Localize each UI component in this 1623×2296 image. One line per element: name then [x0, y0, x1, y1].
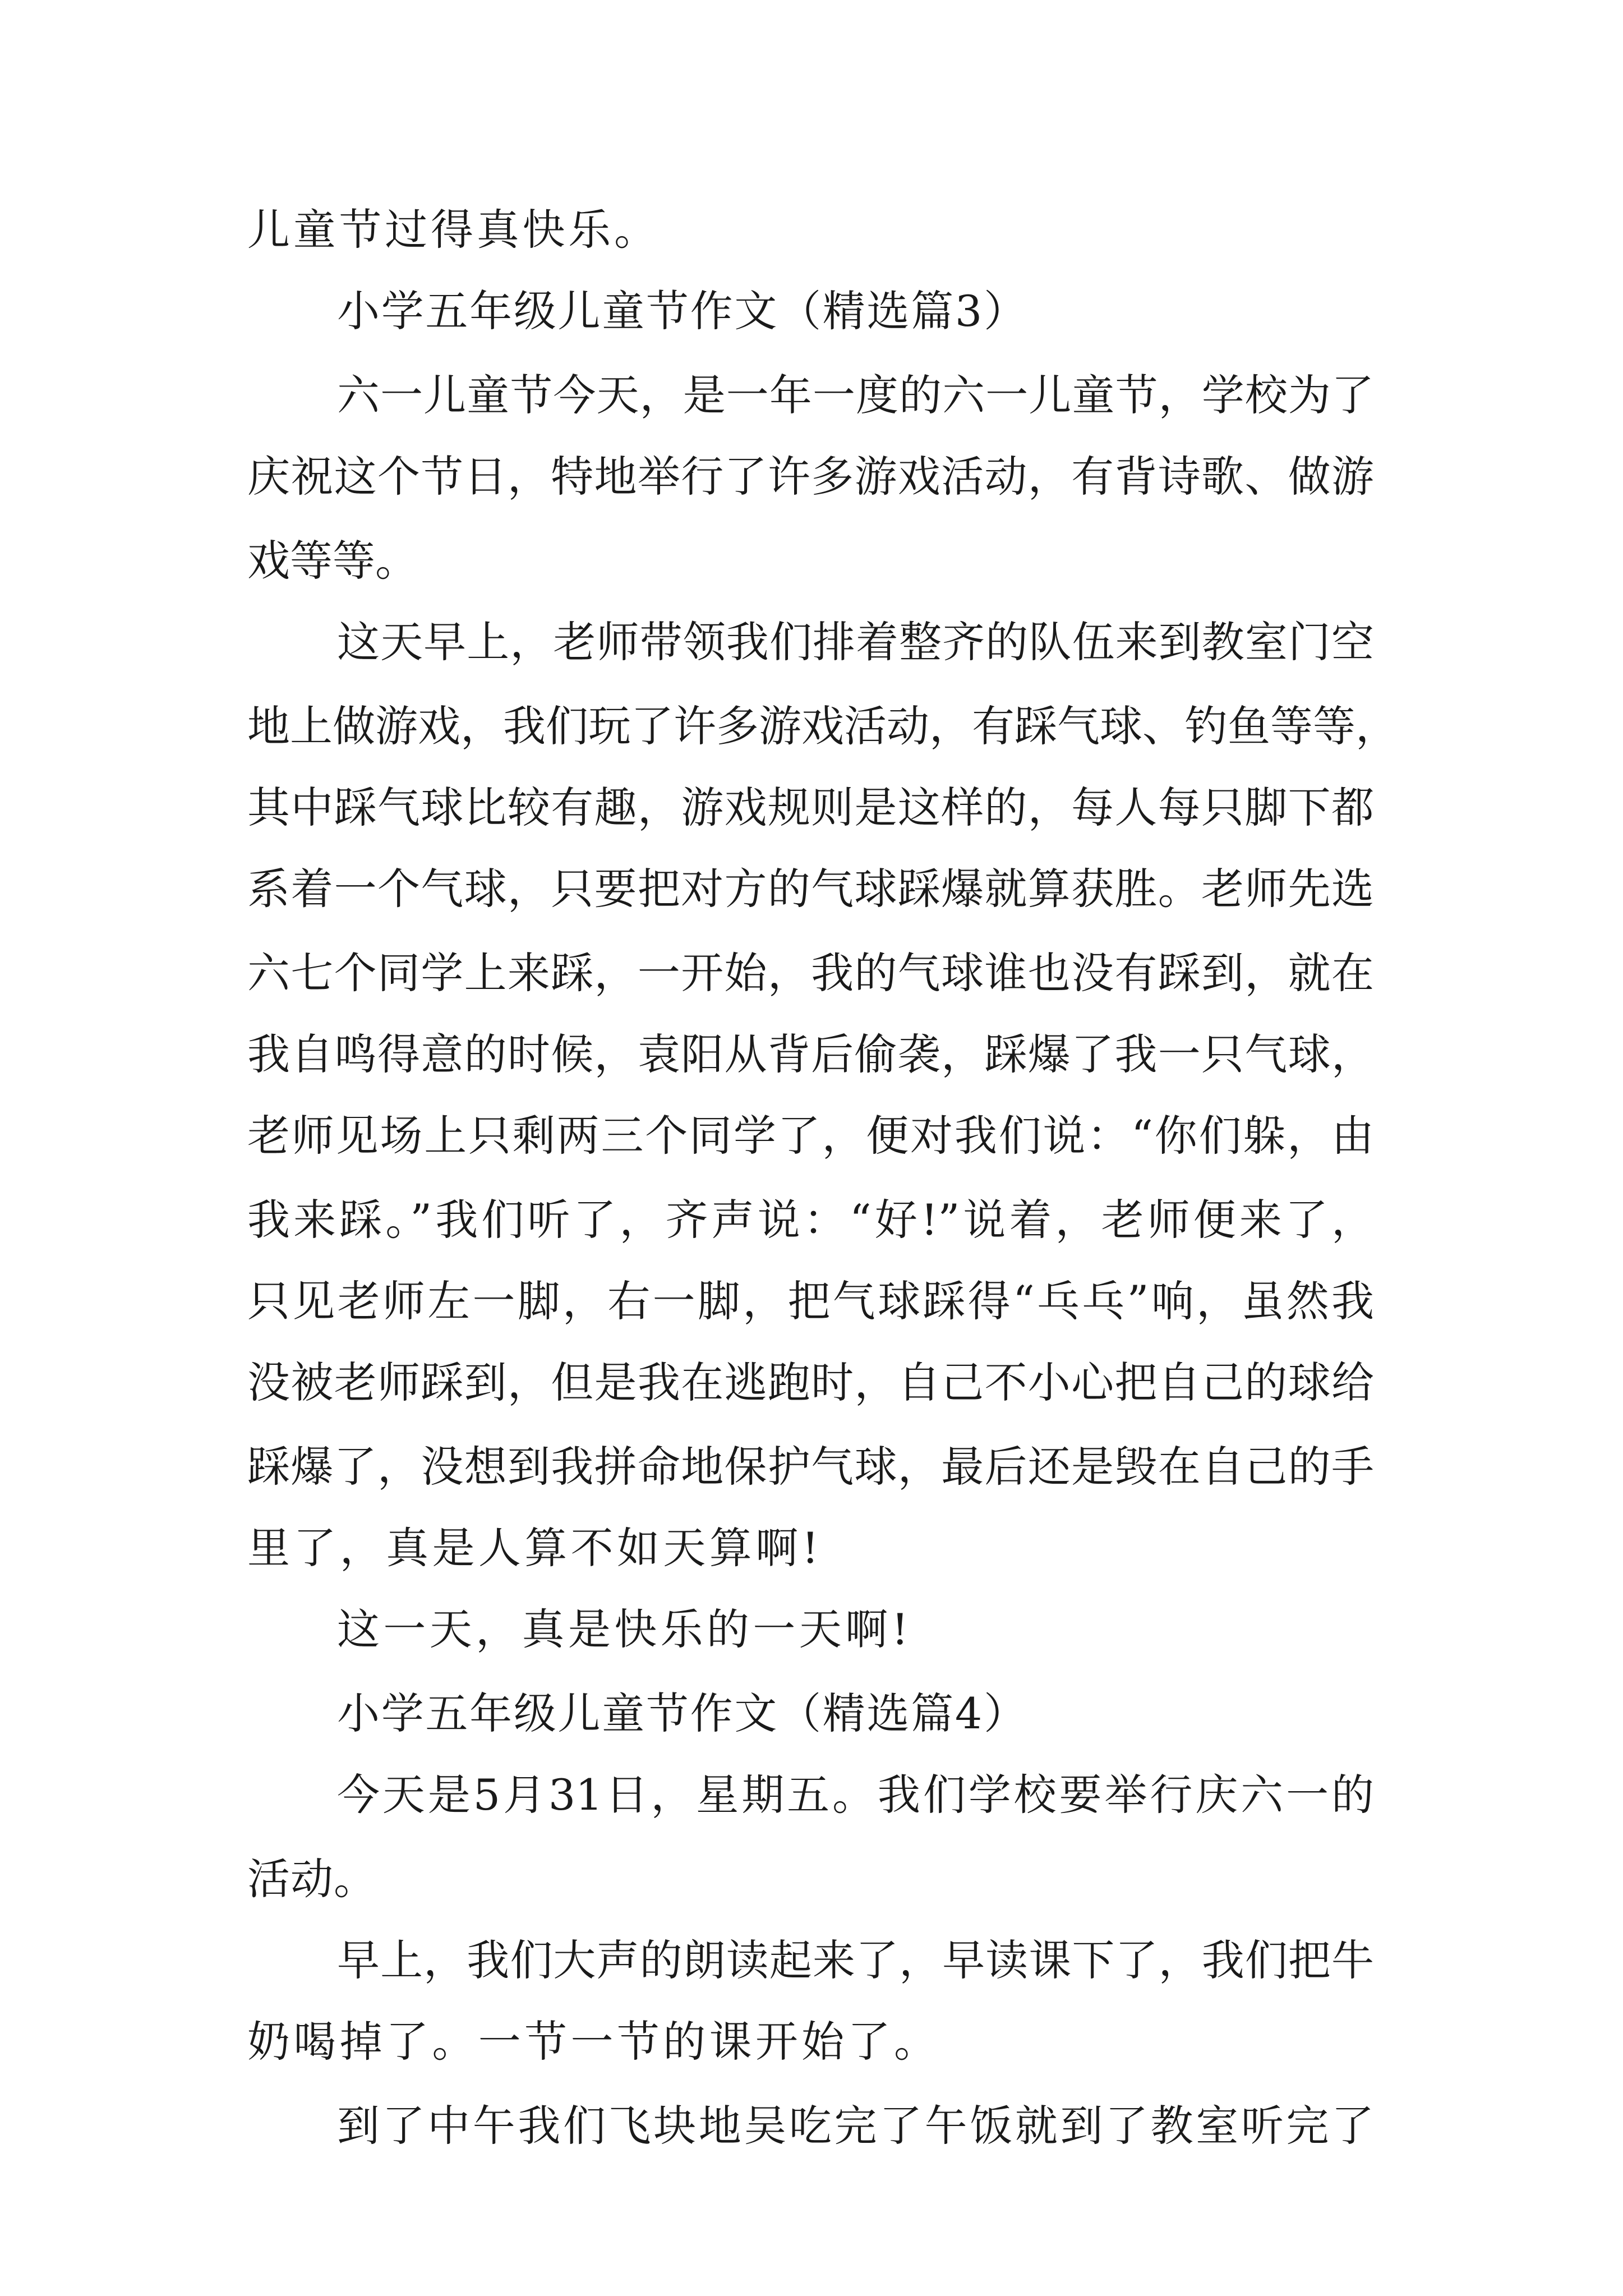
text-line	[0, 359, 1623, 432]
text-line	[0, 1843, 1623, 1916]
line-text: 小学五年级儿童节作文（精选篇4）	[337, 1688, 1026, 1738]
text-line	[0, 440, 1623, 513]
line-text: 小学五年级儿童节作文（精选篇3）	[337, 286, 1026, 336]
line-text: 庆祝这个节日，特地举行了许多游戏活动，有背诗歌、做游	[247, 452, 1374, 501]
line-text: 我自鸣得意的时候，袁阳从背后偷袭，踩爆了我一只气球，	[247, 1029, 1374, 1079]
text-line	[0, 937, 1623, 1010]
line-text: 没被老师踩到，但是我在逃跑时，自己不小心把自己的球给	[247, 1358, 1374, 1407]
line-text: 六一儿童节今天，是一年一度的六一儿童节，学校为了	[337, 370, 1374, 420]
text-line	[0, 1759, 1623, 1832]
text-line	[0, 1512, 1623, 1585]
line-text: 老师见场上只剩两三个同学了，便对我们说：“你们躲，由	[247, 1111, 1374, 1161]
section-heading	[0, 1677, 1623, 1750]
line-text: 奶喝掉了。一节一节的课开始了。	[247, 2017, 937, 2067]
text-line	[0, 1265, 1623, 1338]
line-text: 六七个同学上来踩，一开始，我的气球谁也没有踩到，就在	[247, 948, 1374, 998]
line-text: 其中踩气球比较有趣，游戏规则是这样的，每人每只脚下都	[247, 783, 1374, 832]
text-line	[0, 853, 1623, 926]
text-line	[0, 771, 1623, 844]
line-text: 地上做游戏，我们玩了许多游戏活动，有踩气球、钓鱼等等，	[247, 701, 1398, 751]
text-line	[0, 1018, 1623, 1091]
text-line	[0, 2090, 1623, 2162]
text-line	[0, 1184, 1623, 1257]
line-text: 活动。	[247, 1854, 376, 1904]
text-line	[0, 606, 1623, 679]
line-text: 这一天，真是快乐的一天啊!	[337, 1604, 909, 1654]
text-line	[0, 194, 1623, 266]
text-line	[0, 1924, 1623, 1997]
text-line	[0, 524, 1623, 597]
line-text: 我来踩。”我们听了，齐声说：“好!”说着，老师便来了，	[247, 1195, 1374, 1245]
line-text: 戏等等。	[247, 536, 418, 586]
line-text: 踩爆了，没想到我拼命地保护气球，最后还是毁在自己的手	[247, 1442, 1374, 1492]
text-line	[0, 1346, 1623, 1419]
text-line	[0, 1593, 1623, 1666]
line-text: 今天是5月31日，星期五。我们学校要举行庆六一的	[337, 1770, 1374, 1820]
line-text: 系着一个气球，只要把对方的气球踩爆就算获胜。老师先选	[247, 864, 1374, 914]
text-line	[0, 2005, 1623, 2078]
line-text: 这天早上，老师带领我们排着整齐的队伍来到教室门空	[337, 617, 1374, 667]
line-text: 到了中午我们飞块地吴吃完了午饭就到了教室听完了	[337, 2101, 1374, 2151]
text-line	[0, 1430, 1623, 1503]
text-line	[0, 1099, 1623, 1172]
line-text: 早上，我们大声的朗读起来了，早读课下了，我们把牛	[337, 1935, 1374, 1985]
line-text: 只见老师左一脚，右一脚，把气球踩得“乓乓”响，虽然我	[247, 1276, 1374, 1326]
text-line	[0, 690, 1623, 763]
line-text: 儿童节过得真快乐。	[247, 205, 657, 255]
section-heading	[0, 275, 1623, 348]
line-text: 里了，真是人算不如天算啊!	[247, 1523, 819, 1573]
